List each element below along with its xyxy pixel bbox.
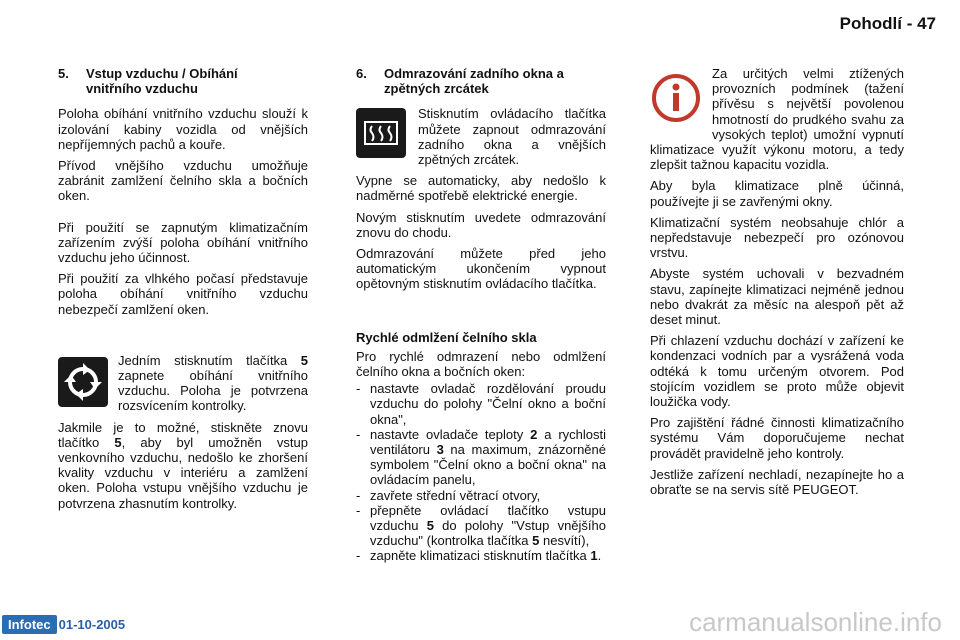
recirculation-icon-box [58,357,108,407]
watermark: carmanualsonline.info [689,607,942,637]
list-item: - přepněte ovládací tlačítko vstupu vzduchu 5 do polohy "Vstup vnějšího vzduchu" (kontrolka tlačítka 5 nesvítí), [356,503,606,549]
paragraph: Klimatizační systém neobsahuje chlór a nepředstavuje nebezpečí pro ozónovou vrstvu. [650,214,904,261]
subheading: Rychlé odmlžení čelního skla [356,329,537,345]
rear-defrost-icon-box [356,108,406,158]
list-item: - zapněte klimatizaci stisknutím tlačítka 1. [356,548,606,563]
paragraph: Jestliže zařízení nechladí, nezapínejte ho a obraťte se na servis sítě PEUGEOT. [650,466,904,498]
column-recirculation [58,66,308,517]
list-item: - nastavte ovladač rozdělování proudu vzduchu do polohy "Čelní okno a boční okna", [356,381,606,427]
paragraph: Vypne se automaticky, aby nedošlo k nadměrné spotřebě elektrické energie. [356,173,606,204]
paragraph: Pro zajištění řádné činnosti klimatizačního systému Vám doporučujeme nechat provádět pravidelně jeho kontroly. [650,415,904,461]
list-item: - nastavte ovladače teploty 2 a rychlosti ventilátoru 3 na maximum, znázorněné symbolem "Čelní okno a boční okna" na ovládacím panelu, [356,427,606,488]
infotec-logo: Infotec [2,615,57,634]
list-item: - zavřete střední větrací otvory, [356,488,606,503]
heading-number: 5. [58,66,69,81]
footer-date: 01-10-2005 [58,616,126,632]
paragraph: Přívod vnějšího vzduchu umožňuje zabránit zamlžení čelního skla a bočních oken. [58,158,308,204]
column-notes [650,66,904,503]
heading-number: 6. [356,66,367,81]
heading-text: Vstup vzduchu / Obíhání [86,66,238,81]
section-heading-6 [356,66,606,96]
recirculation-icon [58,357,108,407]
paragraph: Novým stisknutím uvedete odmrazování znovu do chodu. [356,209,606,240]
section-heading-5 [58,66,308,96]
info-warning-icon [650,72,702,124]
info-icon-box [650,72,702,124]
page-title: Pohodlí - 47 [839,14,936,33]
paragraph: Abyste systém uchovali v bezvadném stavu, zapínejte klimatizaci nejméně jednou nebo dvakrát za měsíc na alespoň pět až deset minut. [650,266,904,328]
paragraph: Stisknutím ovládacího tlačítka můžete zapnout odmrazování zadního okna a vnějších zpětných zrcátek. [418,106,606,168]
paragraph: Jakmile je to možné, stiskněte znovu tlačítko 5, aby byl umožněn vstup venkovního vzduchu, nedošlo ke zhoršení kvality vzduchu v interiéru a zamlžení oken. Poloha vstupu vnějšího vzduchu je potvrzena zhasnutím kontrolky. [58,419,308,511]
column-defrost [356,66,606,564]
paragraph: Pro rychlé odmrazení nebo odmlžení čelního okna a bočních oken: [356,348,606,380]
instruction-list [356,381,606,563]
rear-defrost-icon [356,108,406,158]
paragraph: Aby byla klimatizace plně účinná, používejte ji se zavřenými okny. [650,178,904,209]
paragraph: Odmrazování můžete před jeho automatickým ukončením vypnout opětovným stisknutím ovládacího tlačítka. [356,246,606,292]
paragraph: Při použití se zapnutým klimatizačním zařízením zvýší poloha obíhání vnitřního vzduchu jeho účinnost. [58,219,308,266]
paragraph: Při použití za vlhkého počasí představuje poloha obíhání vnitřního vzduchu nebezpečí zamlžení oken. [58,271,308,317]
paragraph: Poloha obíhání vnitřního vzduchu slouží k izolování kabiny vozidla od vnějších nepříjemných pachů a kouře. [58,106,308,152]
heading-text-cont: vnitřního vzduchu [86,81,198,97]
paragraph: Za určitých velmi ztížených provozních podmínek (tažení přívěsu s největší povolenou hmotností do prudkého svahu za vysokých teplot) umožní vypnutí klimatizace využít výkonu motoru, a tedy zlepšit tažnou kapacitu vozidla. [650,66,904,173]
heading-text: Odmrazování zadního okna a [384,66,564,81]
paragraph: Jedním stisknutím tlačítka 5 zapnete obíhání vnitřního vzduchu. Poloha je potvrzena rozsvícením kontrolky. [118,352,308,414]
heading-text-cont: zpětných zrcátek [384,81,489,97]
paragraph: Při chlazení vzduchu dochází v zařízení ke kondenzaci vodních par a vysrážená voda odtéká k tomu určeným otvorem. Pod stojícím vozidlem se proto může objevit loužička vody. [650,333,904,410]
footer [0,614,125,634]
